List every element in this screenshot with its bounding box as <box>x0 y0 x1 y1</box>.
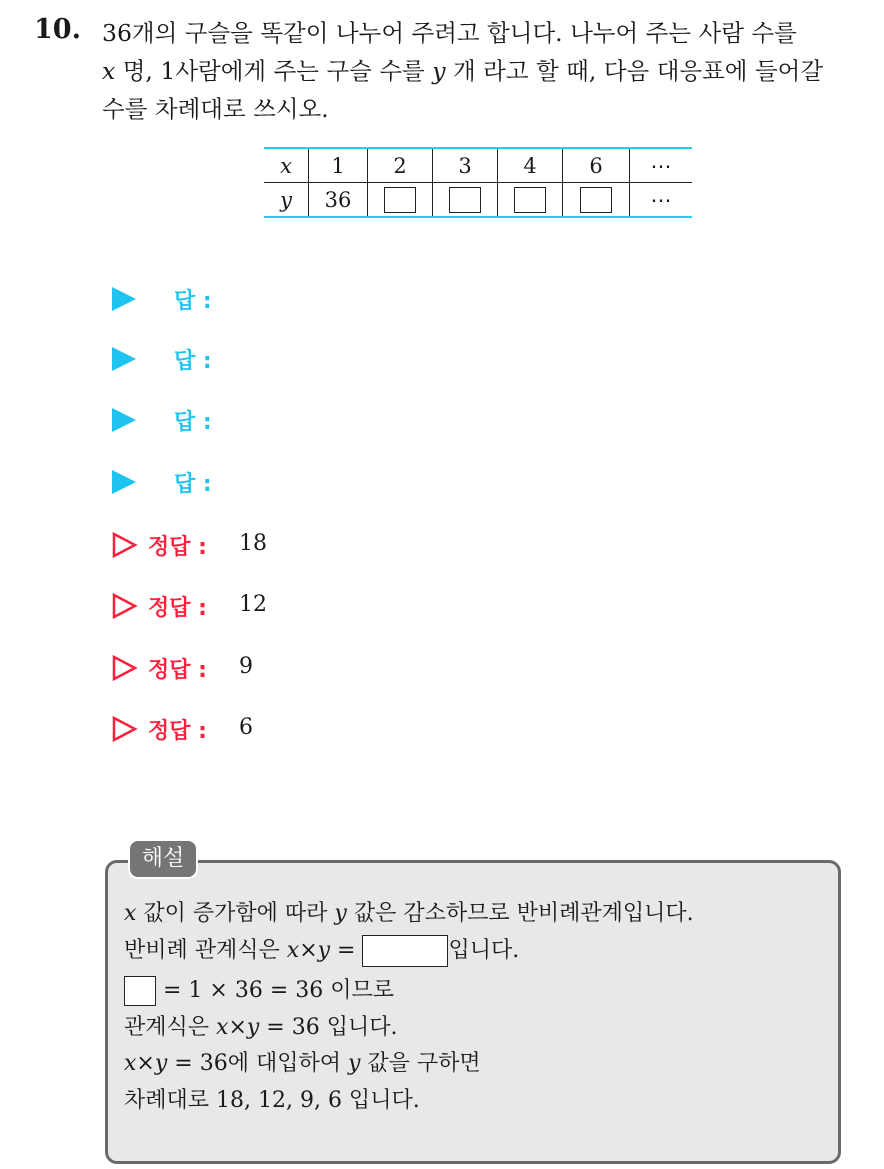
answer-blank-box <box>384 187 416 213</box>
explanation-text-span: 값은 감소하므로 반비례관계입니다. <box>346 901 694 926</box>
explanation-text-span: = 36에 대입하여 <box>167 1051 348 1076</box>
explanation-text-span: 입니다. <box>448 937 520 963</box>
x-cell: 2 <box>368 148 433 183</box>
y-cell-blank <box>368 183 433 218</box>
question-line-2 <box>102 52 872 90</box>
question-line-1: 36개의 구슬을 똑같이 나누어 주려고 합니다. 나누어 주는 사람 수를 <box>102 19 797 47</box>
x-cell-ellipsis: ⋯ <box>630 148 693 183</box>
explanation-line-5 <box>124 1046 824 1083</box>
table-row-x <box>264 148 692 183</box>
question-number: 10. <box>34 14 81 45</box>
outline-triangle-icon <box>112 593 138 619</box>
correct-answer-label: 정답 : <box>148 596 207 621</box>
answer-blank-box <box>580 187 612 213</box>
blank-box-small <box>124 976 156 1006</box>
y-cell-blank <box>563 183 630 218</box>
var-y: y <box>246 1014 260 1040</box>
y-cell-blank <box>433 183 498 218</box>
times-sign: × <box>299 937 318 963</box>
explanation-text-span: 반비례 관계식은 <box>124 937 287 963</box>
times-sign: × <box>136 1051 155 1076</box>
x-cell: 6 <box>563 148 630 183</box>
equals-sign: = <box>330 937 363 963</box>
explanation-text-span: 관계식은 <box>124 1014 217 1040</box>
var-y: y <box>154 1051 168 1076</box>
answer-blank-box <box>514 187 546 213</box>
x-cell: 4 <box>498 148 563 183</box>
correct-answer-value: 6 <box>239 715 253 740</box>
explanation-line-6: 차례대로 18, 12, 9, 6 입니다. <box>124 1087 420 1113</box>
var-y: y <box>317 937 331 963</box>
times-sign: × <box>228 1014 247 1040</box>
y-cell-blank <box>498 183 563 218</box>
var-y: y <box>432 57 446 85</box>
answer-label: 답 : <box>174 289 212 314</box>
var-y: y <box>334 901 347 926</box>
var-x: x <box>216 1014 229 1040</box>
question-line-2-text-b: 개 라고 할 때, 다음 대응표에 들어갈 <box>445 57 824 85</box>
x-cell: 3 <box>433 148 498 183</box>
var-x: x <box>124 901 137 926</box>
answer-label: 답 : <box>174 349 212 374</box>
outline-triangle-icon <box>112 716 138 742</box>
explanation-text-span: 값이 증가함에 따라 <box>136 901 335 926</box>
question-line-3: 수를 차례대로 쓰시오. <box>102 95 329 123</box>
var-x: x <box>124 1051 137 1076</box>
play-triangle-icon <box>112 408 136 432</box>
x-cell: 1 <box>309 148 368 183</box>
play-triangle-icon <box>112 347 136 371</box>
explanation-text-span: = 36 입니다. <box>259 1014 398 1040</box>
var-x: x <box>102 57 116 85</box>
correct-answer-label: 정답 : <box>148 658 207 683</box>
explanation-tag: 해설 <box>128 839 198 879</box>
explanation-text-span: = 1 × 36 = 36 이므로 <box>156 978 394 1003</box>
row-label-x: x <box>264 148 309 183</box>
table-row-y <box>264 183 692 218</box>
play-triangle-icon <box>112 470 136 494</box>
correct-answer-value: 9 <box>239 654 253 679</box>
play-triangle-icon <box>112 287 136 311</box>
y-cell-given: 36 <box>309 183 368 218</box>
answer-label: 답 : <box>174 472 212 497</box>
y-cell-ellipsis: ⋯ <box>630 183 693 218</box>
explanation-line-2 <box>124 933 824 970</box>
question-text <box>102 14 872 128</box>
answer-label: 답 : <box>174 410 212 435</box>
correct-answer-value: 12 <box>239 592 267 617</box>
var-y: y <box>347 1051 361 1076</box>
var-x: x <box>286 937 300 963</box>
outline-triangle-icon <box>112 655 138 681</box>
explanation-text <box>124 896 824 1119</box>
correct-answer-value: 18 <box>239 531 267 556</box>
row-label-y: y <box>264 183 309 218</box>
explanation-line-3 <box>124 973 824 1010</box>
correspondence-table <box>264 147 692 218</box>
explanation-line-1 <box>124 896 824 933</box>
outline-triangle-icon <box>112 532 138 558</box>
question-line-2-text-a: 명, 1사람에게 주는 구슬 수를 <box>115 57 433 85</box>
blank-box-wide <box>362 935 448 967</box>
correct-answer-label: 정답 : <box>148 719 207 744</box>
explanation-text-span: 값을 구하면 <box>360 1051 481 1076</box>
correct-answer-label: 정답 : <box>148 535 207 560</box>
answer-blank-box <box>449 187 481 213</box>
explanation-line-4 <box>124 1010 824 1047</box>
